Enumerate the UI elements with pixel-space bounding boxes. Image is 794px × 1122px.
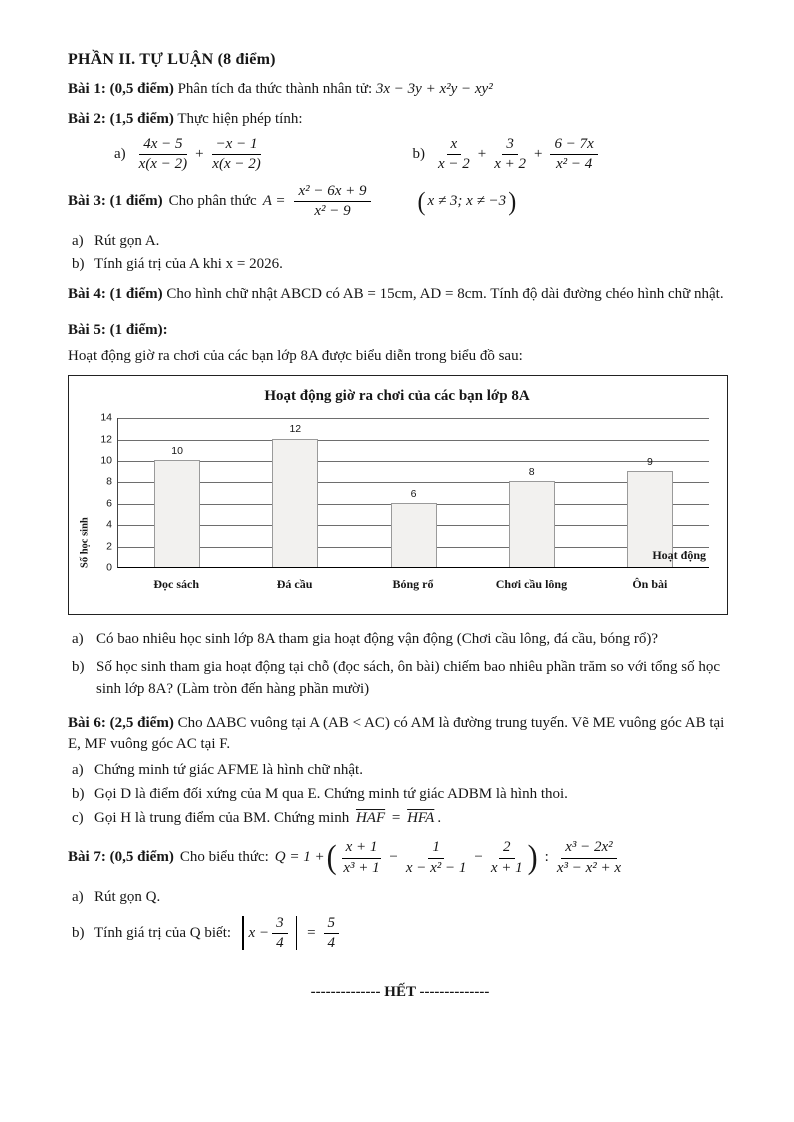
frac-num: x² − 6x + 9	[294, 183, 370, 202]
bai3-item-b	[68, 254, 732, 276]
fraction	[557, 839, 621, 877]
frac-den: x(x − 2)	[138, 155, 188, 172]
bai5-intro: Hoạt động giờ ra chơi của các bạn lớp 8A được biểu diễn trong biểu đồ sau:	[68, 347, 523, 364]
frac-num: 5	[324, 915, 340, 934]
bai7-label: Bài 7: (0,5 điểm)	[68, 849, 174, 866]
bai7-head	[68, 839, 732, 877]
bai3-head	[68, 183, 732, 221]
plus-operator: +	[477, 145, 487, 162]
x-axis-label: Hoạt động	[652, 547, 706, 562]
bars	[118, 418, 709, 567]
y-tick-label: 14	[100, 411, 112, 424]
item-text	[94, 915, 732, 953]
bai7-prefix: Q = 1 +	[274, 849, 325, 866]
bar-value-label: 8	[528, 466, 535, 479]
item-text: Tính giá trị của A khi x = 2026.	[94, 256, 283, 273]
chart-area	[77, 411, 717, 574]
category-labels	[117, 568, 709, 599]
bai1-formula: 3x − 3y + x²y − xy²	[375, 81, 493, 98]
bar	[154, 460, 200, 567]
bai2a-expression	[136, 136, 265, 174]
item-text: Số học sinh tham gia hoạt động tại chỗ (đọc sách, ôn bài) chiếm bao nhiêu phần trăm so với tổng số học sinh lớp 8A? (Làm tròn đến hàng phần mười)	[96, 659, 721, 697]
bai6-head	[68, 713, 732, 757]
frac-num: 3	[272, 915, 288, 934]
bai4-label: Bài 4: (1 điểm)	[68, 286, 163, 303]
bai7b-text: Tính giá trị của Q biết:	[94, 924, 232, 941]
bar-value-label: 12	[289, 423, 302, 436]
frac-den: x(x − 2)	[212, 155, 261, 172]
bai3-text: Cho phân thức	[168, 193, 257, 210]
bai6c-text: Gọi H là trung điểm của BM. Chứng minh	[94, 809, 350, 826]
angle-HFA: $\overline{HFA}$	[407, 809, 435, 826]
y-tick-label: 10	[100, 454, 112, 467]
frac-num: x	[447, 136, 462, 155]
fraction	[494, 136, 526, 174]
fraction	[272, 915, 288, 953]
bai5-head	[68, 320, 732, 342]
fraction	[139, 136, 187, 174]
y-tick-label: 4	[106, 518, 112, 531]
plot-area	[117, 418, 709, 568]
frac-num: 6 − 7x	[550, 136, 597, 155]
bai2-label: Bài 2: (1,5 điểm)	[68, 110, 174, 127]
frac-num: x + 1	[342, 839, 382, 858]
item-label: b)	[72, 785, 85, 802]
y-tick-label: 0	[106, 561, 112, 574]
frac-num: x³ − 2x²	[561, 839, 616, 858]
bai2-text: Thực hiện phép tính:	[177, 110, 303, 127]
frac-den: x² − 4	[555, 155, 593, 172]
bai5-item-a	[68, 629, 732, 651]
bai2-head	[68, 109, 732, 131]
item-text: Có bao nhiêu học sinh lớp 8A tham gia hoạt động vận động (Chơi cầu lông, đá cầu, bóng rổ)?	[96, 631, 659, 648]
bar-value-label: 10	[171, 444, 183, 457]
fraction	[438, 136, 470, 174]
bai4	[68, 284, 732, 306]
item-text: Rút gọn Q.	[94, 888, 161, 905]
bai6-item-b	[68, 784, 732, 806]
item-label: b)	[72, 659, 85, 676]
frac-den: 4	[276, 934, 284, 951]
minus-operator: −	[474, 849, 483, 866]
frac-num: 1	[428, 839, 444, 858]
y-tick-label: 12	[100, 433, 112, 445]
item-label: a)	[72, 762, 84, 779]
bai3-condition	[416, 187, 519, 217]
item-text: Rút gọn A.	[94, 232, 160, 249]
frac-den: x³ − x² + x	[556, 859, 622, 876]
fraction	[491, 839, 523, 877]
fraction	[212, 136, 262, 174]
bai1-label: Bài 1: (0,5 điểm)	[68, 81, 174, 98]
bai1-text: Phân tích đa thức thành nhân tử:	[177, 81, 373, 98]
close-paren: )	[508, 187, 517, 217]
bai6-item-c	[68, 808, 732, 830]
bar-value-label: 9	[646, 455, 653, 468]
category-label: Bóng rổ	[392, 577, 434, 592]
bai4-text: Cho hình chữ nhật ABCD có AB = 15cm, AD = 8cm. Tính độ dài đường chéo hình chữ nhật.	[166, 286, 724, 303]
frac-den: x² − 9	[314, 203, 351, 220]
bai5-item-b	[68, 657, 732, 701]
item-label: c)	[72, 809, 84, 826]
category-label: Đá cầu	[276, 577, 313, 592]
category-label: Ôn bài	[632, 577, 668, 592]
end-marker: -------------- HẾT --------------	[310, 984, 490, 1001]
item-label: a)	[72, 232, 84, 249]
category-label: Chơi cầu lông	[495, 577, 568, 592]
activity-bar-chart	[68, 375, 728, 615]
frac-num: 3	[502, 136, 518, 155]
bai6-item-a	[68, 760, 732, 782]
item-label: b)	[72, 256, 85, 273]
bai3-condition-text: x ≠ 3; x ≠ −3	[427, 193, 507, 210]
bai3-label: Bài 3: (1 điểm)	[68, 193, 163, 210]
bai6-label: Bài 6: (2,5 điểm)	[68, 714, 174, 731]
angle-HAF: $\overline{HAF}$	[355, 809, 386, 826]
bai6-text: Cho ∆ABC vuông tại A (AB < AC) có AM là đường trung tuyến. Vẽ ME vuông góc AB tại E, MF vuông góc AC tại F.	[68, 714, 725, 753]
frac-den: x − 2	[437, 155, 470, 172]
frac-num: −x − 1	[212, 136, 262, 155]
frac-den: x − x² − 1	[405, 859, 467, 876]
fraction	[324, 915, 340, 953]
fraction	[342, 839, 382, 877]
bai7-item-b	[68, 915, 732, 953]
bai3-expression	[263, 183, 374, 221]
plus-operator: +	[195, 145, 204, 162]
divide-operator: :	[544, 849, 549, 866]
abs-bar	[296, 916, 298, 950]
bar-slot	[354, 418, 472, 567]
y-tick-label: 8	[106, 475, 112, 488]
bai3-lhs: A =	[262, 193, 286, 210]
item-text: Gọi D là điểm đối xứng của M qua E. Chứng minh tứ giác ADBM là hình thoi.	[94, 785, 568, 802]
bai7-text: Cho biểu thức:	[179, 849, 269, 866]
item-text: Chứng minh tứ giác AFME là hình chữ nhật.	[94, 762, 363, 779]
bai1	[68, 79, 732, 101]
frac-num: 2	[499, 839, 515, 858]
fraction	[550, 136, 597, 174]
bar	[272, 439, 318, 568]
equals-sign: =	[307, 924, 316, 941]
bai7b-inner: x −	[248, 924, 270, 941]
y-axis-label: Số học sinh	[79, 517, 91, 569]
y-tick-label: 2	[106, 540, 112, 553]
bai2-expressions	[68, 136, 732, 174]
abs-bar	[242, 916, 244, 950]
item-label: a)	[72, 888, 84, 905]
bar-value-label: 6	[410, 487, 417, 500]
bai7-item-a	[68, 887, 732, 909]
frac-num: 4x − 5	[139, 136, 186, 155]
open-paren: (	[417, 187, 426, 217]
close-paren: )	[527, 839, 538, 877]
period: .	[437, 809, 442, 826]
fraction	[294, 183, 370, 221]
bar-slot	[591, 418, 709, 567]
chart-title: Hoạt động giờ ra chơi của các bạn lớp 8A	[264, 388, 530, 405]
plus-operator: +	[534, 145, 543, 162]
frac-den: 4	[327, 934, 336, 951]
category-label: Đọc sách	[153, 577, 200, 592]
bai7-expression	[275, 839, 624, 877]
bar	[391, 503, 437, 567]
bar-slot	[118, 418, 236, 567]
bai2b-label: b)	[412, 145, 425, 162]
bai2b-expression	[435, 136, 601, 174]
y-tick-label: 6	[106, 497, 112, 510]
bai3-item-a	[68, 231, 732, 253]
bai5-label: Bài 5: (1 điểm):	[68, 321, 168, 338]
frac-den: x + 2	[494, 155, 526, 172]
bai7b-expression	[237, 915, 342, 953]
item-text	[94, 808, 732, 830]
open-paren: (	[326, 839, 337, 877]
frac-den: x + 1	[490, 859, 523, 876]
item-label: b)	[72, 924, 85, 941]
item-label: a)	[72, 631, 84, 648]
bar-slot	[236, 418, 354, 567]
bai2a-label: a)	[114, 145, 126, 162]
frac-den: x³ + 1	[343, 859, 380, 876]
bar	[509, 481, 555, 567]
section-title: PHẦN II. TỰ LUẬN (8 điểm)	[68, 51, 276, 68]
y-axis-ticks	[93, 411, 117, 574]
bar-slot	[473, 418, 591, 567]
fraction	[406, 839, 467, 877]
equals-sign: =	[391, 809, 401, 826]
minus-operator: −	[389, 849, 398, 866]
